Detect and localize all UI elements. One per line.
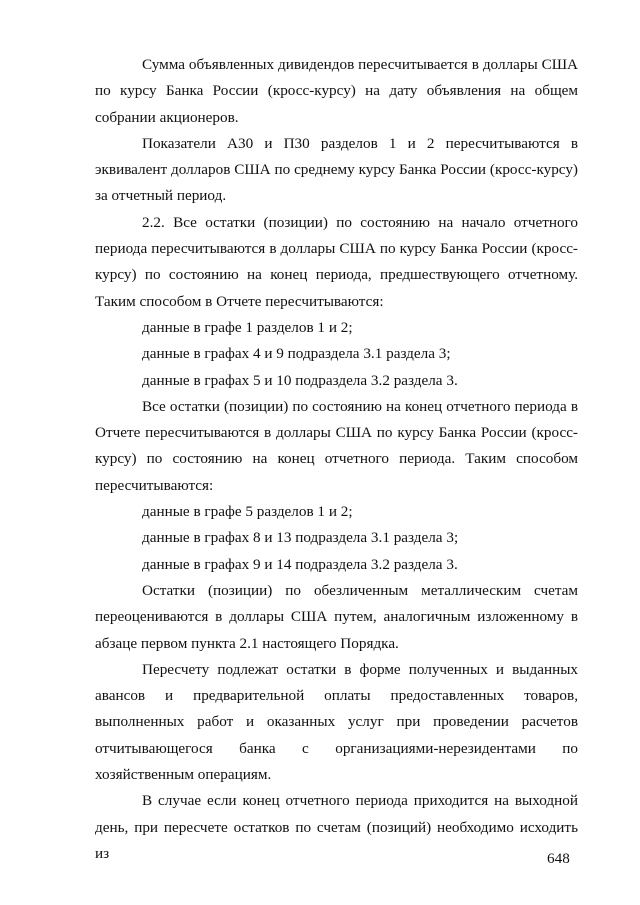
paragraph-advances: Пересчету подлежат остатки в форме полученных и выданных авансов и предварительной оплаты предоставленных товаров, выполненных работ и оказанных услуг при проведении расчетов отчитывающегося банка с организациями-нерезидентами по хозяйственным операциям. <box>95 660 578 784</box>
list-item: данные в графе 5 разделов 1 и 2; <box>142 503 353 521</box>
list-item: данные в графах 9 и 14 подраздела 3.2 раздела 3. <box>142 555 458 573</box>
list-item: данные в графах 5 и 10 подраздела 3.2 раздела 3. <box>142 371 458 389</box>
paragraph-metal-accounts: Остатки (позиции) по обезличенным металлическим счетам переоцениваются в доллары США путем, аналогичным изложенному в абзаце первом пункта 2.1 настоящего Порядка. <box>95 581 578 652</box>
list-item: данные в графах 4 и 9 подраздела 3.1 раздела 3; <box>142 345 451 363</box>
paragraph-indicators-a30-p30: Показатели А30 и П30 разделов 1 и 2 пересчитываются в эквивалент долларов США по среднему курсу Банка России (кросс-курсу) за отчетный период. <box>95 134 578 205</box>
paragraph-weekend-case: В случае если конец отчетного периода приходится на выходной день, при пересчете остатков по счетам (позиций) необходимо исходить из <box>95 792 578 862</box>
list-item: данные в графе 1 разделов 1 и 2; <box>142 318 353 336</box>
document-body <box>95 52 578 867</box>
list-item: данные в графах 8 и 13 подраздела 3.1 раздела 3; <box>142 529 459 547</box>
paragraph-end-of-period: Все остатки (позиции) по состоянию на конец отчетного периода в Отчете пересчитываются в доллары США по курсу Банка России (кросс-курсу) по состоянию на конец отчетного периода. Таким способом пересчитываются: <box>95 397 578 494</box>
page-number: 648 <box>547 850 570 867</box>
paragraph-dividends: Сумма объявленных дивидендов пересчитывается в доллары США по курсу Банка России (кросс-курсу) на дату объявления на общем собрании акционеров. <box>95 56 578 126</box>
paragraph-section-2-2: 2.2. Все остатки (позиции) по состоянию на начало отчетного периода пересчитываются в доллары США по курсу Банка России (кросс-курсу) по состоянию на конец периода, предшествующего отчетному. Таким способом в Отчете пересчитываются: <box>95 213 578 310</box>
